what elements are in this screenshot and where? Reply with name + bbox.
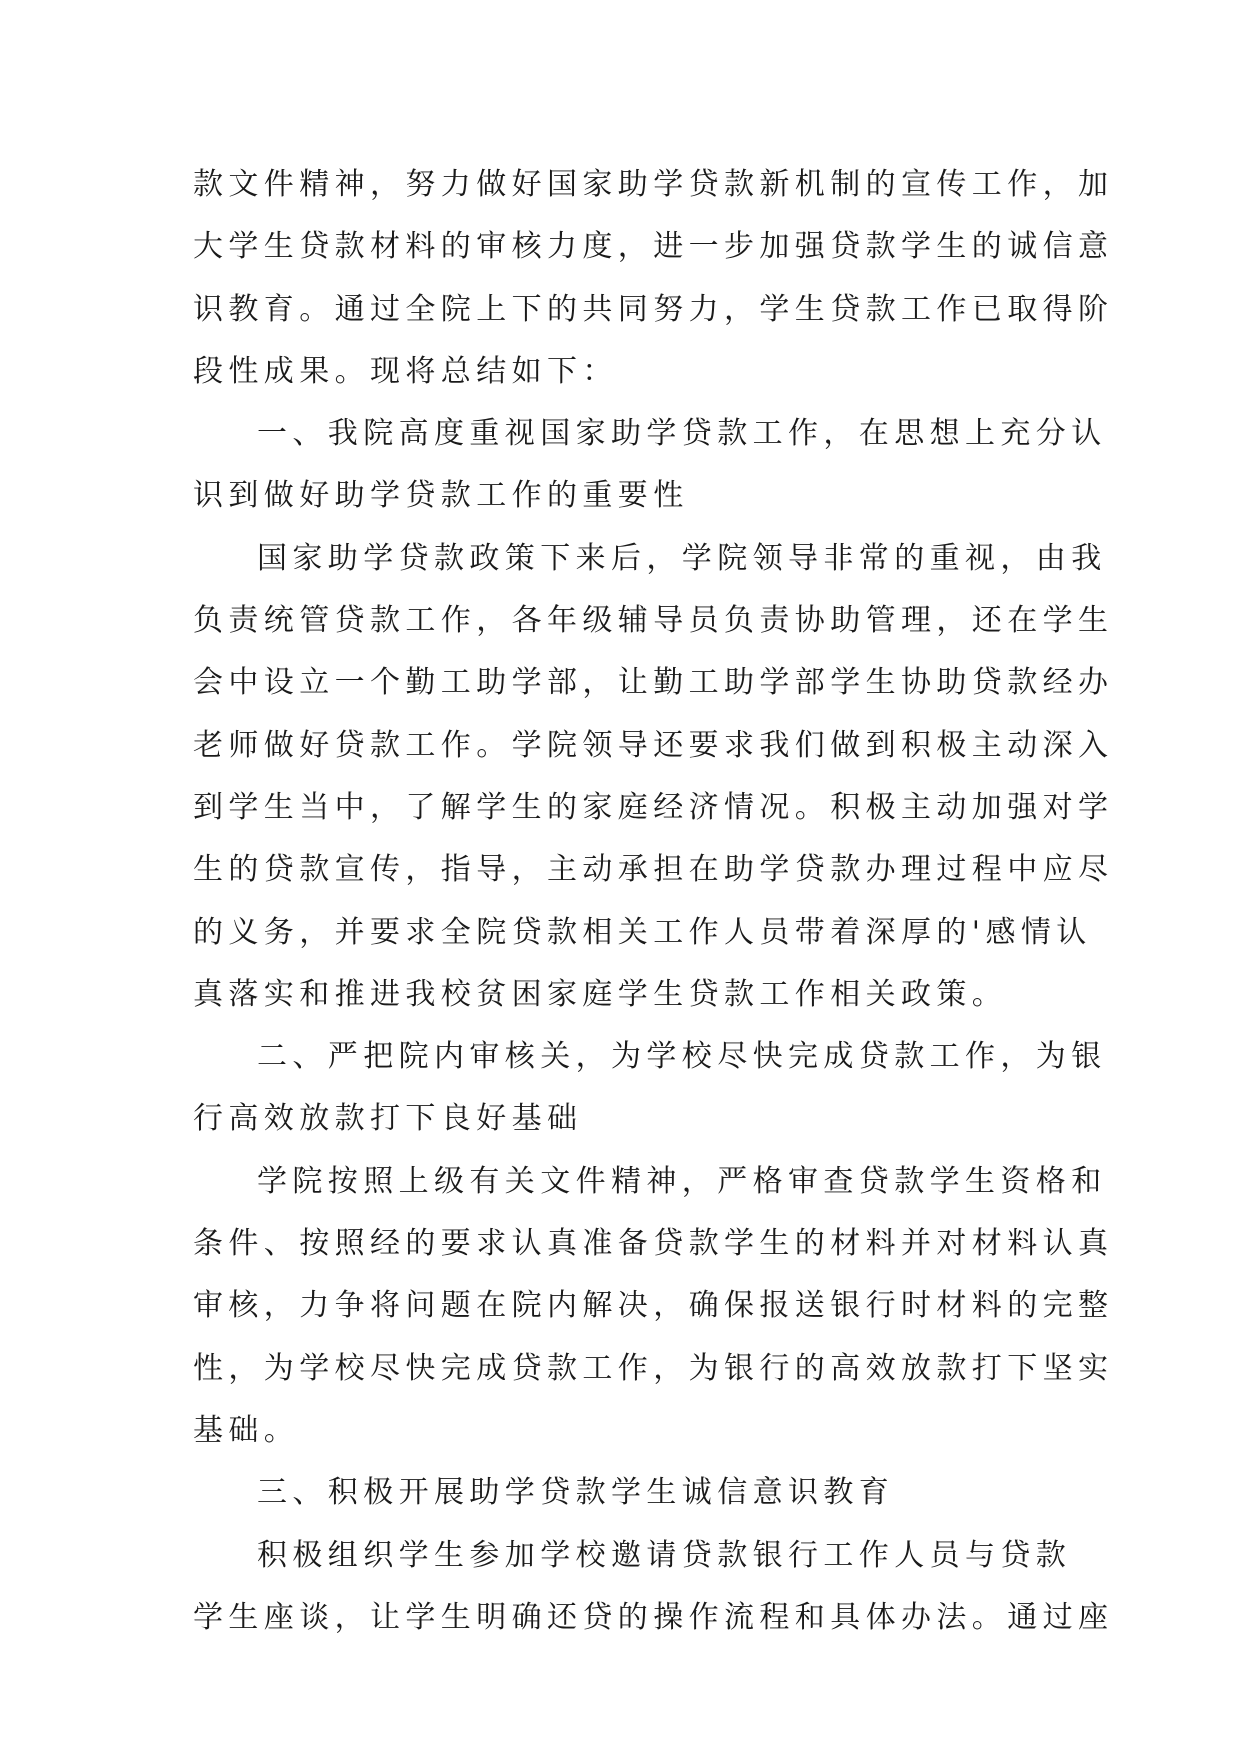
text-line: 负责统管贷款工作，各年级辅导员负责协助管理，还在学生 — [193, 603, 1114, 639]
section-heading-1: 一、我院高度重视国家助学贷款工作，在思想上充分认 — [257, 416, 1107, 452]
text-line: 基础。 — [193, 1412, 300, 1448]
section-heading-2: 二、严把院内审核关，为学校尽快完成贷款工作，为银 — [257, 1039, 1107, 1075]
document-body — [193, 154, 1114, 1649]
section-heading-1-continued: 识到做好助学贷款工作的重要性 — [193, 478, 689, 514]
text-line: 学生座谈，让学生明确还贷的操作流程和具体办法。通过座 — [193, 1599, 1114, 1635]
text-line: 段性成果。现将总结如下： — [193, 353, 618, 389]
text-line: 审核，力争将问题在院内解决，确保报送银行时材料的完整 — [193, 1288, 1114, 1324]
text-line: 性，为学校尽快完成贷款工作，为银行的高效放款打下坚实 — [193, 1350, 1114, 1386]
text-line: 老师做好贷款工作。学院领导还要求我们做到积极主动深入 — [193, 727, 1114, 763]
text-line: 到学生当中，了解学生的家庭经济情况。积极主动加强对学 — [193, 789, 1114, 825]
text-line: 会中设立一个勤工助学部，让勤工助学部学生协助贷款经办 — [193, 665, 1114, 701]
section-heading-3: 三、积极开展助学贷款学生诚信意识教育 — [257, 1475, 895, 1511]
paragraph-start: 学院按照上级有关文件精神，严格审查贷款学生资格和 — [257, 1163, 1107, 1199]
text-line: 大学生贷款材料的审核力度，进一步加强贷款学生的诚信意 — [193, 229, 1114, 265]
text-line: 款文件精神，努力做好国家助学贷款新机制的宣传工作，加 — [193, 167, 1114, 202]
text-line: 生的贷款宣传，指导，主动承担在助学贷款办理过程中应尽 — [193, 852, 1114, 888]
text-line: 真落实和推进我校贫困家庭学生贷款工作相关政策。 — [193, 976, 1008, 1012]
text-line: 识教育。通过全院上下的共同努力，学生贷款工作已取得阶 — [193, 291, 1114, 327]
paragraph-start: 积极组织学生参加学校邀请贷款银行工作人员与贷款 — [257, 1537, 1072, 1573]
text-line: 的义务，并要求全院贷款相关工作人员带着深厚的'感情认 — [193, 914, 1092, 950]
text-line: 条件、按照经的要求认真准备贷款学生的材料并对材料认真 — [193, 1226, 1114, 1262]
section-heading-2-continued: 行高效放款打下良好基础 — [193, 1101, 583, 1137]
paragraph-start: 国家助学贷款政策下来后，学院领导非常的重视，由我 — [257, 540, 1107, 576]
